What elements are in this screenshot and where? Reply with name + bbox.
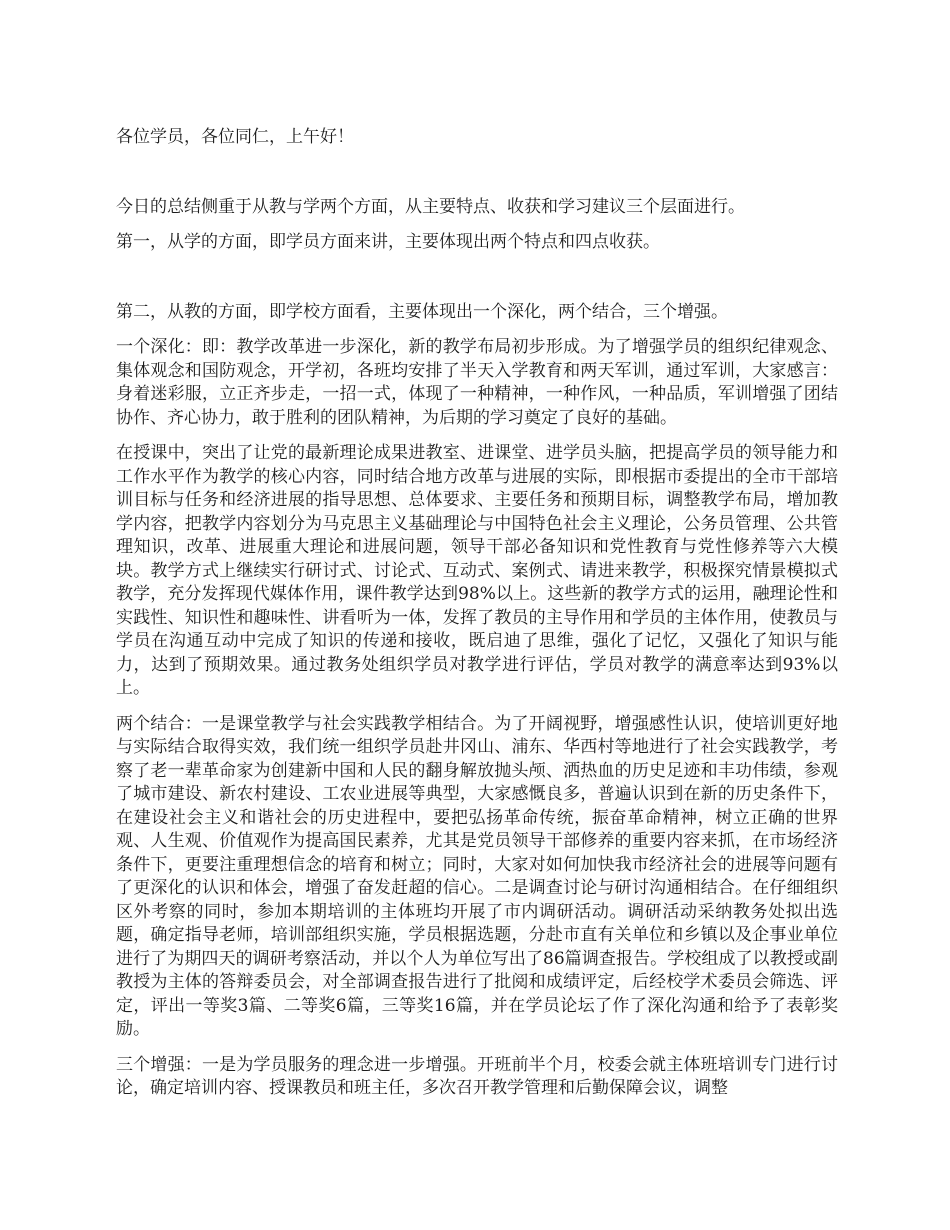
paragraph-teaching-reform: 在授课中，突出了让党的最新理论成果进教室、进课堂、进学员头脑，把提高学员的领导能力和工作水平作为教学的核心内容，同时结合地方改革与进展的实际，即根据市委提出的全市干部培训目标与任务和经济进展的指导思想、总体要求、主要任务和预期目标，调整教学布局，增加教学内容，把教学内容划分为马克思主义基础理论与中国特色社会主义理论，公务员管理、公共管理知识，改革、进展重大理论和进展问题，领导干部必备知识和党性教育与党性修养等六大模块。教学方式上继续实行研讨式、讨论式、互动式、案例式、请进来教学，积极探究情景模拟式教学，充分发挥现代媒体作用，课件教学达到98%以上。这些新的教学方式的运用，融理论性和实践性、知识性和趣味性、讲看听为一体，发挥了教员的主导作用和学员的主体作用，使教员与学员在沟通互动中完成了知识的传递和接收，既启迪了思维，强化了记忆，又强化了知识与能力，达到了预期效果。通过教务处组织学员对教学进行评估，学员对教学的满意率达到93%以上。 xyxy=(116,443,838,698)
paragraph-three-enhancements: 三个增强：一是为学员服务的理念进一步增强。开班前半个月，校委会就主体班培训专门进行讨论，确定培训内容、授课教员和班主任，多次召开教学管理和后勤保障会议，调整 xyxy=(116,1054,838,1098)
paragraph-teaching-side: 第二，从教的方面，即学校方面看，主要体现出一个深化，两个结合，三个增强。 xyxy=(116,301,728,322)
greeting-line: 各位学员，各位同仁，上午好！ xyxy=(116,127,354,147)
paragraph-learning-side: 第一，从学的方面，即学员方面来讲，主要体现出两个特点和四点收获。 xyxy=(116,232,660,252)
paragraph-one-deepening: 一个深化：即：教学改革进一步深化，新的教学布局初步形成。为了增强学员的组织纪律观念、集体观念和国防观念，开学初，各班均安排了半天入学教育和两天军训，通过军训，大家感言：身着迷彩服，立正齐步走，一招一式，体现了一种精神，一种作风，一种品质，军训增强了团结协作、齐心协力，敢于胜利的团队精神，为后期的学习奠定了良好的基础。 xyxy=(116,337,838,428)
document-body xyxy=(116,126,838,1101)
paragraph-overview: 今日的总结侧重于从教与学两个方面，从主要特点、收获和学习建议三个层面进行。 xyxy=(116,196,745,217)
paragraph-two-combinations: 两个结合：一是课堂教学与社会实践教学相结合。为了开阔视野，增强感性认识，使培训更好地与实际结合取得实效，我们统一组织学员赴井冈山、浦东、华西村等地进行了社会实践教学，考察了老一辈革命家为创建新中国和人民的翻身解放抛头颅、洒热血的历史足迹和丰功伟绩，参观了城市建设、新农村建设、工农业进展等典型，大家感慨良多，普遍认识到在新的历史条件下，在建设社会主义和谐社会的历史进程中，要把弘扬革命传统，振奋革命精神，树立正确的世界观、人生观、价值观作为提高国民素养，尤其是党员领导干部修养的重要内容来抓，在市场经济条件下，更要注重理想信念的培育和树立；同时，大家对如何加快我市经济社会的进展等问题有了更深化的认识和体会，增强了奋发赶超的信心。二是调查讨论与研讨沟通相结合。在仔细组织区外考察的同时，参加本期培训的主体班均开展了市内调研活动。调研活动采纳教务处拟出选题，确定指导老师，培训部组织实施，学员根据选题，分赴市直有关单位和乡镇以及企事业单位进行了为期四天的调研考察活动，并以个人为单位写出了86篇调查报告。学校组成了以教授或副教授为主体的答辩委员会，对全部调查报告进行了批阅和成绩评定，后经校学术委员会筛选、评定，评出一等奖3篇、二等奖6篇，三等奖16篇，并在学员论坛了作了深化沟通和给予了表彰奖励。 xyxy=(116,713,838,1039)
